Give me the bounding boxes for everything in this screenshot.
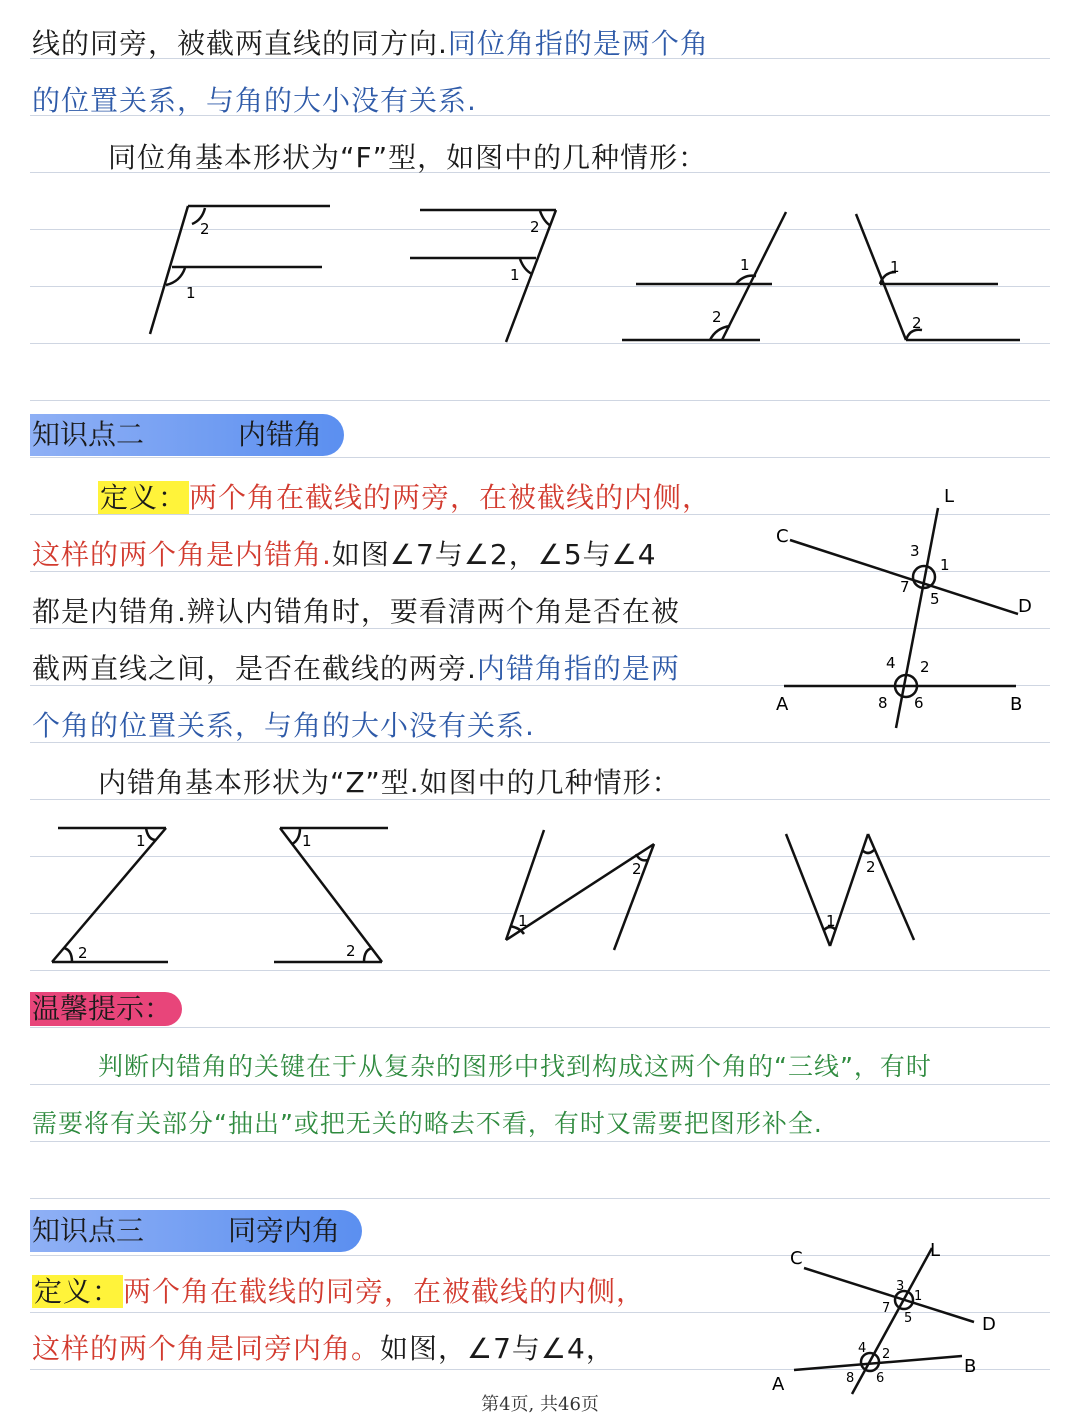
angle-label-5: 5 — [930, 590, 940, 608]
point-label-d: D — [1018, 596, 1032, 617]
tip-line-2: 需要将有关部分“抽出”或把无关的略去不看，有时又需要把图形补全. — [32, 1109, 823, 1138]
angle-label-7: 7 — [900, 578, 910, 596]
angle-label-1: 1 — [518, 912, 528, 930]
point-label-a: A — [776, 694, 789, 715]
angle-label-2: 2 — [920, 658, 930, 676]
point-label-b: B — [964, 1356, 977, 1377]
definition-text: 这样的两个角是内错角. — [32, 538, 332, 571]
angle-label-8: 8 — [878, 694, 888, 712]
angle-label-2: 2 — [866, 858, 876, 876]
definition-text: 这样的两个角是同旁内角。 — [32, 1332, 381, 1365]
page-number: 第4页, 共46页 — [481, 1394, 599, 1415]
body-line-5: 个角的位置关系，与角的大小没有关系. — [32, 709, 535, 742]
definition-text: 两个角在截线的同旁，在被截线的内侧， — [123, 1275, 646, 1308]
definition-text: 两个角在截线的两旁，在被截线的内侧， — [189, 481, 712, 514]
warm-tip-badge: 温馨提示： — [30, 992, 182, 1026]
body-text: 截两直线之间，是否在截线的两旁. — [32, 652, 477, 685]
angle-label-1: 1 — [890, 258, 900, 276]
angle-label-2: 2 — [346, 942, 356, 960]
body-line-6: 内错角基本形状为“Z”型.如图中的几种情形： — [98, 766, 681, 799]
angle-label-2: 2 — [712, 308, 722, 326]
point-label-c: C — [790, 1248, 803, 1269]
angle-label-7: 7 — [882, 1301, 891, 1316]
angle-label-6: 6 — [876, 1371, 885, 1386]
angle-label-5: 5 — [904, 1311, 913, 1326]
angle-label-2: 2 — [200, 220, 210, 238]
angle-label-2: 2 — [530, 218, 540, 236]
body-text: 如图∠7与∠2，∠5与∠4 — [331, 538, 657, 571]
section-tag-label: 知识点二 — [32, 418, 145, 451]
section-tag-label: 知识点三 — [32, 1214, 145, 1247]
body-text: 如图，∠7与∠4， — [380, 1332, 615, 1365]
angle-label-8: 8 — [846, 1371, 855, 1386]
body-highlight-text: 内错角指的是两 — [476, 652, 680, 685]
angle-label-1: 1 — [136, 832, 146, 850]
definition-label: 定义： — [100, 481, 188, 514]
angle-label-2: 2 — [78, 944, 88, 962]
angle-label-3: 3 — [896, 1279, 905, 1294]
angle-label-1: 1 — [826, 912, 836, 930]
definition-label: 定义： — [34, 1275, 122, 1308]
line-label-l: L — [944, 486, 955, 507]
angle-label-1: 1 — [186, 284, 196, 302]
line-label-l: L — [930, 1240, 941, 1261]
point-label-a: A — [772, 1374, 785, 1395]
section-tag-title: 同旁内角 — [228, 1214, 341, 1247]
intro-highlight-text: 同位角指的是两个角 — [447, 27, 709, 60]
angle-label-6: 6 — [914, 694, 924, 712]
intro-line-3: 同位角基本形状为“F”型，如图中的几种情形： — [108, 141, 708, 174]
angle-label-4: 4 — [858, 1341, 867, 1356]
tip-line-1: 判断内错角的关键在于从复杂的图形中找到构成这两个角的“三线”，有时 — [98, 1052, 932, 1081]
angle-label-1: 1 — [302, 832, 312, 850]
angle-label-3: 3 — [910, 542, 920, 560]
angle-label-1: 1 — [510, 266, 520, 284]
point-label-b: B — [1010, 694, 1023, 715]
point-label-d: D — [982, 1314, 996, 1335]
intro-text: 线的同旁，被截两直线的同方向. — [32, 27, 448, 60]
angle-label-4: 4 — [886, 654, 896, 672]
angle-label-2: 2 — [882, 1347, 891, 1362]
angle-label-1: 1 — [740, 256, 750, 274]
intro-line-2: 的位置关系，与角的大小没有关系. — [32, 84, 477, 117]
angle-label-1: 1 — [940, 556, 950, 574]
body-line-3: 都是内错角.辨认内错角时，要看清两个角是否在被 — [32, 595, 680, 628]
section-tag-title: 内错角 — [238, 418, 323, 451]
point-label-c: C — [776, 526, 789, 547]
angle-label-2: 2 — [912, 314, 922, 332]
angle-label-2: 2 — [632, 860, 642, 878]
angle-label-1: 1 — [914, 1289, 923, 1304]
